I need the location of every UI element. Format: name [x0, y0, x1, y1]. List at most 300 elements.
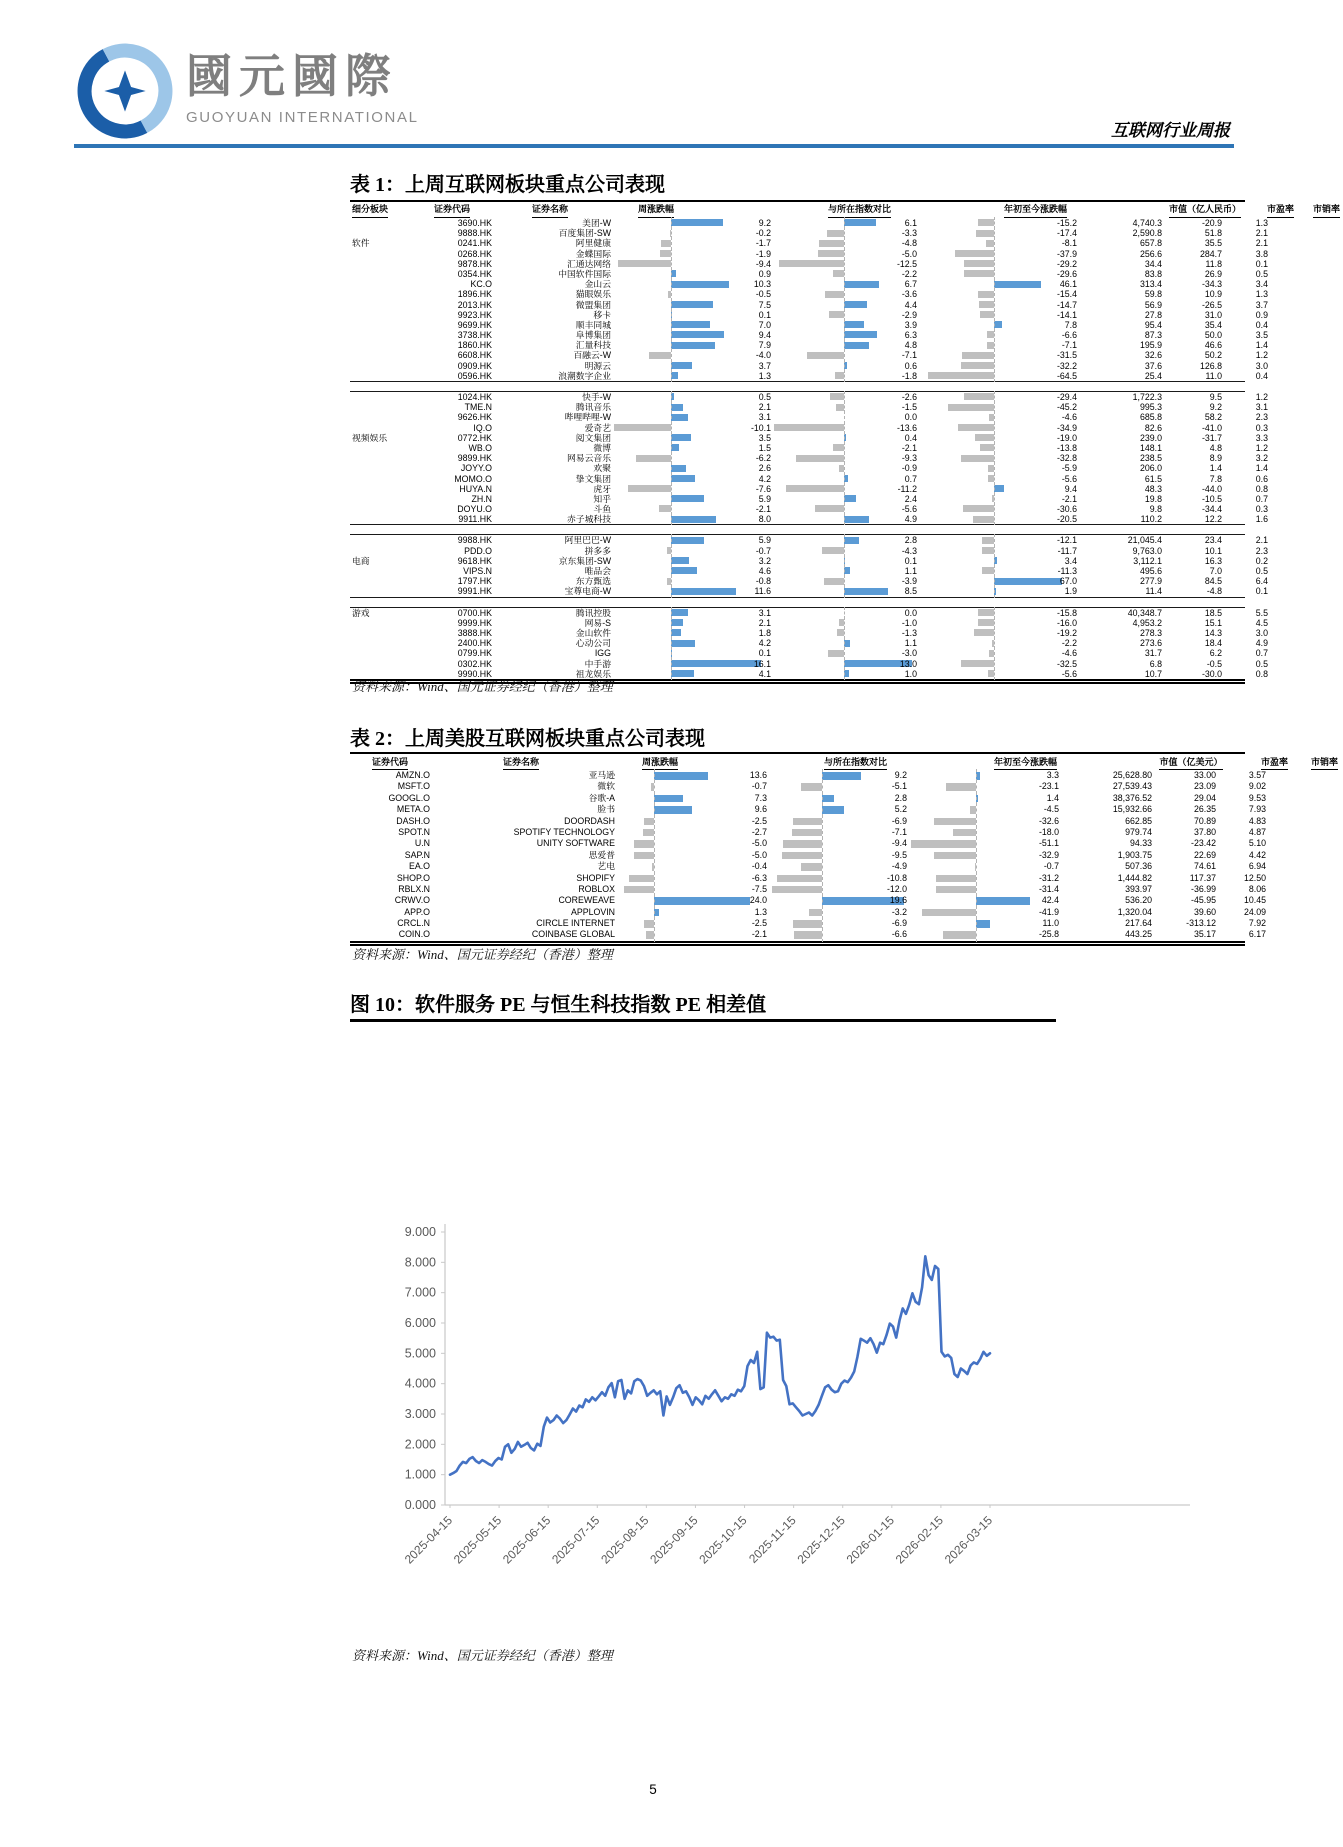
change-bar-cell	[614, 546, 774, 556]
negative-bar	[978, 609, 994, 616]
change-bar-cell	[614, 279, 774, 289]
table-cell: JOYY.O	[460, 463, 492, 474]
change-bar-cell	[614, 228, 774, 238]
table-cell: 3.2	[1255, 453, 1268, 464]
change-bar-cell	[774, 289, 920, 299]
table-cell: 东方甄选	[575, 576, 611, 587]
positive-bar	[671, 219, 723, 226]
table-cell: 0.7	[1255, 493, 1268, 504]
negative-bar	[982, 567, 994, 574]
change-value: -6.6	[1061, 330, 1077, 341]
table-cell: 3.1	[1255, 402, 1268, 413]
change-bar-cell	[920, 474, 1080, 484]
change-value: -7.6	[755, 483, 771, 494]
change-bar-cell	[920, 484, 1080, 494]
table-cell: SHOP.O	[396, 872, 430, 883]
change-bar-cell	[774, 484, 920, 494]
table-row	[350, 535, 1268, 546]
table-cell: 27.8	[1144, 309, 1162, 320]
column-header-label: 与所在指数对比	[824, 757, 887, 770]
table-row	[350, 350, 1268, 361]
table-cell: CRCL.N	[397, 918, 430, 929]
change-value: -19.0	[1056, 432, 1077, 443]
table-cell: 阿里健康	[575, 238, 611, 249]
change-value: 4.8	[904, 340, 917, 351]
positive-bar	[671, 516, 716, 523]
change-value: -12.5	[896, 258, 917, 269]
change-bar-cell	[618, 861, 770, 872]
table-row	[350, 658, 1268, 669]
change-value: -6.2	[755, 453, 771, 464]
column-header	[350, 203, 412, 218]
change-value: 11.0	[1042, 918, 1059, 929]
table-cell: 9990.HK	[457, 668, 492, 679]
bar-baseline	[976, 928, 977, 941]
positive-bar	[844, 537, 859, 544]
positive-bar	[994, 321, 1002, 328]
table-cell: -41.0	[1201, 422, 1222, 433]
table-cell: 拼多多	[584, 545, 611, 556]
table-cell: -36.99	[1191, 883, 1216, 894]
change-bar-cell	[920, 566, 1080, 576]
positive-bar	[654, 806, 692, 814]
sector-cell	[350, 443, 412, 453]
table-row	[350, 861, 1266, 872]
negative-bar	[644, 920, 654, 928]
negative-bar	[634, 840, 654, 848]
positive-bar	[671, 321, 710, 328]
change-value: 5.9	[758, 493, 771, 504]
negative-bar	[634, 852, 654, 860]
change-value: -0.7	[751, 781, 767, 792]
change-value: 24.0	[749, 895, 767, 906]
change-value: 9.4	[758, 330, 771, 341]
sector-cell	[350, 648, 412, 658]
table-cell: 51.8	[1204, 228, 1222, 239]
change-value: 0.0	[904, 607, 917, 618]
change-bar-cell	[614, 320, 774, 330]
change-value: -15.8	[1056, 607, 1077, 618]
change-bar-cell	[774, 249, 920, 259]
column-header	[798, 203, 974, 218]
sector-cell	[350, 218, 412, 228]
table-cell: 11.8	[1205, 258, 1222, 269]
change-value: -0.7	[755, 545, 771, 556]
bar-baseline	[822, 928, 823, 941]
change-value: 7.5	[758, 299, 771, 310]
table-cell: 6.4	[1255, 576, 1268, 587]
change-value: -29.6	[1056, 268, 1077, 279]
table-cell: SHOPIFY	[576, 872, 615, 883]
table-cell: KC.O	[470, 279, 492, 290]
change-bar-cell	[614, 576, 774, 586]
table-cell: -313.12	[1186, 918, 1216, 929]
table-cell: AMZN.O	[395, 770, 430, 780]
table-cell: 明源云	[584, 360, 611, 371]
table-cell: U.N	[414, 838, 430, 849]
positive-bar	[844, 588, 888, 595]
table-cell: 3,112.1	[1133, 555, 1162, 566]
change-bar-cell	[614, 340, 774, 350]
negative-bar	[618, 260, 671, 267]
column-header-label: 与所在指数对比	[828, 203, 891, 218]
table-cell: APP.O	[404, 906, 430, 917]
table-cell: 0241.HK	[457, 238, 492, 249]
negative-bar	[961, 455, 994, 462]
axis-tick-label: 2025-07-15	[549, 1513, 603, 1567]
change-bar-cell	[770, 770, 910, 781]
change-bar-cell	[614, 535, 774, 545]
table-cell: 3.5	[1255, 330, 1268, 341]
column-header	[608, 203, 798, 218]
table-cell: SPOT.N	[398, 826, 430, 837]
change-bar-cell	[770, 816, 910, 827]
table-cell: 1.4	[1209, 463, 1222, 474]
change-bar-cell	[614, 412, 774, 422]
table-cell: 网易云音乐	[567, 453, 611, 464]
table-cell: -20.9	[1201, 218, 1222, 228]
change-bar-cell	[910, 873, 1062, 884]
negative-bar	[978, 619, 994, 626]
negative-bar	[979, 301, 994, 308]
change-value: -32.9	[1038, 849, 1059, 860]
change-bar-cell	[770, 838, 910, 849]
positive-bar	[844, 301, 867, 308]
change-value: 7.0	[758, 319, 771, 330]
negative-bar	[836, 404, 844, 411]
table-cell: 0.3	[1255, 422, 1268, 433]
table-cell: 亚马逊	[588, 770, 615, 780]
positive-bar	[671, 640, 695, 647]
change-value: -6.9	[891, 918, 907, 929]
positive-bar	[671, 414, 688, 421]
table-cell: 2400.HK	[457, 638, 492, 649]
change-value: -11.3	[1057, 566, 1077, 576]
change-value: 7.8	[1064, 319, 1077, 330]
table-row	[350, 826, 1266, 838]
table-cell: 256.6	[1139, 248, 1162, 259]
change-value: -32.6	[1038, 815, 1059, 826]
change-value: -9.4	[891, 838, 907, 849]
table-cell: 25,628.80	[1112, 770, 1152, 780]
negative-bar	[793, 818, 822, 826]
column-header-label: 年初至今涨跌幅	[1004, 203, 1067, 218]
column-header-label: 年初至今涨跌幅	[994, 757, 1057, 770]
table-row	[350, 607, 1268, 618]
table-cell: 3.0	[1255, 360, 1268, 371]
negative-bar	[824, 578, 844, 585]
table-cell: 虎牙	[593, 483, 611, 494]
table-cell: -10.5	[1201, 493, 1222, 504]
table-cell: 0.2	[1255, 555, 1268, 566]
negative-bar	[833, 270, 844, 277]
change-bar-cell	[774, 618, 920, 628]
change-value: -4.6	[1061, 412, 1077, 423]
change-value: 1.1	[904, 638, 917, 649]
change-bar-cell	[614, 289, 774, 299]
table-cell: 206.0	[1139, 463, 1162, 474]
table-cell: MOMO.O	[454, 473, 492, 484]
table-cell: 9988.HK	[457, 535, 492, 546]
table-cell: 4,953.2	[1132, 617, 1162, 628]
table-cell: VIPS.N	[463, 566, 492, 576]
change-value: -2.1	[755, 504, 771, 515]
table-cell: 18.4	[1204, 638, 1222, 649]
table-row	[350, 422, 1268, 433]
change-bar-cell	[920, 504, 1080, 514]
table-cell: -0.5	[1206, 658, 1222, 669]
negative-bar	[829, 311, 844, 318]
table-cell: 美团-W	[582, 218, 611, 228]
table-cell: 猫眼娱乐	[575, 289, 611, 300]
change-bar-cell	[774, 340, 920, 350]
table-cell: APPLOVIN	[570, 906, 615, 917]
change-bar-cell	[920, 218, 1080, 228]
negative-bar	[833, 444, 844, 451]
pe-line-chart	[350, 1150, 1200, 1710]
change-bar-cell	[614, 474, 774, 484]
change-bar-cell	[920, 628, 1080, 638]
table-cell: 9888.HK	[457, 228, 492, 239]
negative-bar	[636, 455, 671, 462]
change-value: 19.6	[889, 895, 907, 906]
change-bar-cell	[920, 300, 1080, 310]
change-bar-cell	[774, 259, 920, 269]
change-bar-cell	[770, 850, 910, 861]
group-separator	[350, 597, 1245, 608]
change-value: -30.6	[1056, 504, 1077, 515]
change-value: 9.4	[1064, 483, 1077, 494]
change-bar-cell	[618, 827, 770, 838]
positive-bar	[844, 495, 856, 502]
change-bar-cell	[614, 566, 774, 576]
change-value: 42.4	[1041, 895, 1059, 906]
change-bar-cell	[774, 330, 920, 340]
table-cell: 4.42	[1248, 849, 1266, 860]
table-cell: 谷歌-A	[588, 792, 615, 803]
table-cell: 22.69	[1193, 849, 1216, 860]
table-cell: 金山软件	[575, 627, 611, 638]
negative-bar	[629, 875, 654, 883]
table-cell: 4.9	[1255, 638, 1268, 649]
table-row	[350, 360, 1268, 371]
negative-bar	[828, 650, 844, 657]
table-cell: 百度集团-SW	[558, 228, 611, 239]
change-value: 0.5	[758, 392, 771, 402]
change-value: -9.5	[891, 849, 907, 860]
positive-bar	[671, 495, 704, 502]
table-row	[350, 781, 1266, 792]
table-cell: 32.6	[1144, 350, 1162, 361]
change-bar-cell	[614, 218, 774, 228]
column-header-label: 证券代码	[434, 203, 470, 218]
change-bar-cell	[774, 453, 920, 463]
change-bar-cell	[774, 392, 920, 402]
change-value: -8.1	[1061, 238, 1077, 249]
negative-bar	[646, 931, 654, 939]
change-value: -11.7	[1057, 545, 1077, 556]
table2-source: 资料来源：Wind、国元证券经纪（香港）整理	[352, 947, 613, 962]
figure-title-rule	[350, 1019, 1056, 1022]
table-cell: 37.6	[1144, 360, 1162, 371]
column-header	[492, 203, 608, 218]
table-cell: 2.1	[1255, 228, 1268, 239]
change-value: 6.1	[904, 218, 917, 228]
change-bar-cell	[614, 443, 774, 453]
change-bar-cell	[910, 918, 1062, 929]
change-bar-cell	[910, 816, 1062, 827]
change-bar-cell	[774, 546, 920, 556]
bar-baseline	[671, 585, 672, 597]
table-cell: 24.09	[1243, 906, 1266, 917]
table-cell: 0909.HK	[457, 360, 492, 371]
table-cell: 1.4	[1255, 463, 1268, 474]
change-bar-cell	[614, 484, 774, 494]
table-cell: 6.94	[1248, 861, 1266, 872]
change-bar-cell	[920, 648, 1080, 658]
table-cell: -34.3	[1201, 279, 1222, 290]
positive-bar	[671, 301, 713, 308]
table-cell: 百融云-W	[573, 350, 611, 361]
table-cell: 0700.HK	[457, 607, 492, 618]
change-value: 11.6	[754, 586, 771, 597]
column-header	[1164, 203, 1246, 218]
column-header	[1297, 203, 1343, 218]
table-cell: 9899.HK	[457, 453, 492, 464]
change-bar-cell	[920, 638, 1080, 648]
table-cell: 18.5	[1204, 607, 1222, 618]
change-value: 6.7	[904, 279, 917, 290]
bar-baseline	[844, 513, 845, 525]
sector-cell	[350, 371, 412, 381]
change-bar-cell	[614, 433, 774, 443]
change-value: 0.1	[758, 309, 771, 320]
table-cell: TME.N	[464, 402, 492, 413]
change-bar-cell	[910, 827, 1062, 838]
table-row	[350, 258, 1268, 269]
change-bar-cell	[614, 514, 774, 524]
change-bar-cell	[614, 648, 774, 658]
negative-bar	[801, 783, 822, 791]
table-cell: 4.87	[1248, 826, 1266, 837]
table-cell: META.O	[396, 804, 430, 815]
change-bar-cell	[920, 402, 1080, 412]
change-value: -1.7	[755, 238, 771, 249]
table-cell: 8.06	[1248, 883, 1266, 894]
negative-bar	[964, 393, 994, 400]
change-value: 4.9	[904, 514, 917, 525]
table1-source: 资料来源：Wind、国元证券经纪（香港）整理	[352, 679, 613, 694]
table-cell: ROBLOX	[578, 883, 615, 894]
negative-bar	[975, 434, 994, 441]
table-cell: 12.2	[1204, 514, 1222, 525]
table-cell: 657.8	[1139, 238, 1162, 249]
negative-bar	[953, 829, 976, 837]
change-bar-cell	[618, 793, 770, 804]
brand-name-cn: 國元國際	[186, 51, 398, 102]
change-value: 13.6	[749, 770, 767, 780]
change-bar-cell	[920, 392, 1080, 402]
table-cell: 腾讯音乐	[575, 402, 611, 413]
change-value: -15.2	[1056, 218, 1077, 228]
table-cell: 1.2	[1255, 350, 1268, 361]
table-cell: COIN.O	[398, 929, 430, 940]
table-cell: 3.8	[1255, 248, 1268, 259]
negative-bar	[964, 270, 994, 277]
column-header	[1291, 757, 1341, 770]
negative-bar	[976, 230, 994, 237]
change-value: -32.5	[1056, 658, 1077, 669]
table-row	[350, 872, 1266, 884]
change-bar-cell	[774, 494, 920, 504]
table-cell: 1860.HK	[457, 340, 492, 351]
change-bar-cell	[774, 535, 920, 545]
axis-tick-label: 5.000	[404, 1346, 436, 1361]
axis-tick-label: 2025-06-15	[499, 1513, 554, 1567]
table-cell: 0.4	[1255, 370, 1268, 381]
change-bar-cell	[920, 423, 1080, 433]
table-cell: 195.9	[1139, 340, 1162, 351]
change-bar-cell	[910, 907, 1062, 918]
change-bar-cell	[770, 873, 910, 884]
page-number: 5	[649, 1782, 657, 1797]
change-bar-cell	[774, 228, 920, 238]
table-cell: 6608.HK	[457, 350, 492, 361]
change-bar-cell	[618, 816, 770, 827]
change-value: -0.4	[751, 861, 767, 872]
table-cell: 1,320.04	[1117, 906, 1152, 917]
change-bar-cell	[614, 249, 774, 259]
table-cell: 995.3	[1139, 402, 1162, 413]
negative-bar	[980, 311, 994, 318]
change-bar-cell	[920, 586, 1080, 596]
change-value: -17.4	[1056, 228, 1077, 239]
change-bar-cell	[614, 330, 774, 340]
change-value: -5.1	[891, 781, 907, 792]
table-cell: 74.61	[1193, 861, 1216, 872]
bar-baseline	[994, 585, 995, 597]
negative-bar	[837, 629, 844, 636]
positive-bar	[671, 475, 695, 482]
table-cell: 心动公司	[575, 638, 611, 649]
positive-bar	[822, 772, 861, 780]
table-cell: IQ.O	[473, 422, 492, 433]
table-cell: 48.3	[1144, 483, 1162, 494]
positive-bar	[671, 567, 697, 574]
table-cell: 29.04	[1193, 792, 1216, 803]
change-bar-cell	[920, 494, 1080, 504]
sector-cell: 电商	[352, 555, 370, 566]
change-bar-cell	[920, 514, 1080, 524]
table-cell: GOOGL.O	[388, 792, 430, 803]
change-value: 7.9	[758, 340, 771, 351]
change-bar-cell	[920, 249, 1080, 259]
change-bar-cell	[920, 330, 1080, 340]
change-value: 3.3	[1046, 770, 1059, 780]
table-cell: 10.1	[1204, 545, 1222, 556]
sector-cell	[350, 340, 412, 350]
change-value: -25.8	[1038, 929, 1059, 940]
table-cell: UNITY SOFTWARE	[536, 838, 615, 849]
change-value: -2.2	[1061, 638, 1077, 649]
change-value: -2.5	[751, 918, 767, 929]
table-cell: 95.4	[1144, 319, 1162, 330]
sector-cell	[350, 576, 412, 586]
change-value: -2.1	[901, 442, 917, 453]
sector-cell	[350, 249, 412, 259]
change-value: -6.9	[891, 815, 907, 826]
negative-bar	[973, 516, 994, 523]
